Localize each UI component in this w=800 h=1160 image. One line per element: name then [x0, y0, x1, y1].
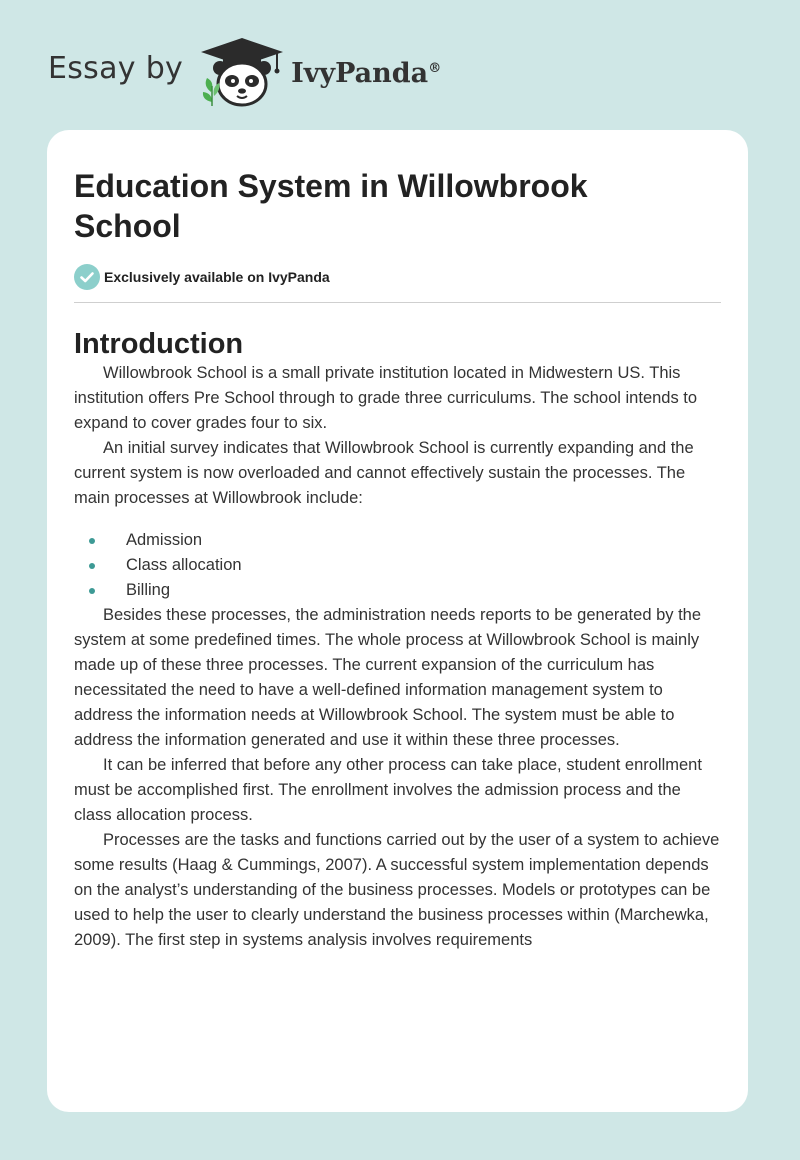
essay-card [47, 130, 748, 1112]
paragraph: Processes are the tasks and functions carried out by the user of a system to achieve some results (Haag & Cummings, 2007). A successful system implementation depends on the analyst’s understanding of the business processes. Models or prototypes can be used to help the user to clearly understand the business processes within (Marchewka, 2009). The first step in systems analysis involves requirements [74, 831, 720, 949]
brand-header [48, 36, 441, 108]
list-item: Class allocation [74, 553, 721, 578]
divider [74, 302, 721, 303]
paragraph: Besides these processes, the administration needs reports to be generated by the system at some predefined times. The whole process at Willowbrook School is mainly made up of these three processes. The current expansion of the curriculum has necessitated the need to have a well-defined information management system to address the information needs at Willowbrook School. The system must be able to address the information generated and use it within these three processes. [74, 606, 702, 749]
process-list [74, 528, 721, 603]
panda-logo-icon[interactable] [197, 36, 287, 108]
brand-prefix: Essay by [48, 50, 184, 86]
list-item: Admission [74, 528, 721, 553]
check-circle-icon [74, 264, 100, 290]
paragraph: It can be inferred that before any other process can take place, student enrollment must be accomplished first. The enrollment involves the admission process and the class allocation process. [74, 756, 702, 824]
paragraph: An initial survey indicates that Willowbrook School is currently expanding and the current system is now overloaded and cannot effectively sustain the processes. The main processes at Willowbrook include: [74, 439, 694, 507]
section-heading: Introduction [74, 328, 244, 360]
badge-text: Exclusively available on IvyPanda [104, 269, 330, 285]
paragraph: Willowbrook School is a small private institution located in Midwestern US. This institution offers Pre School through to grade three curriculums. The school intends to expand to cover grades four to six. [74, 364, 698, 432]
list-item: Billing [74, 578, 721, 603]
registered-mark: ® [428, 60, 442, 76]
brand-name[interactable]: IvyPanda® [291, 57, 442, 89]
exclusive-badge [74, 264, 721, 290]
essay-title: Education System in Willowbrook School [74, 168, 588, 244]
